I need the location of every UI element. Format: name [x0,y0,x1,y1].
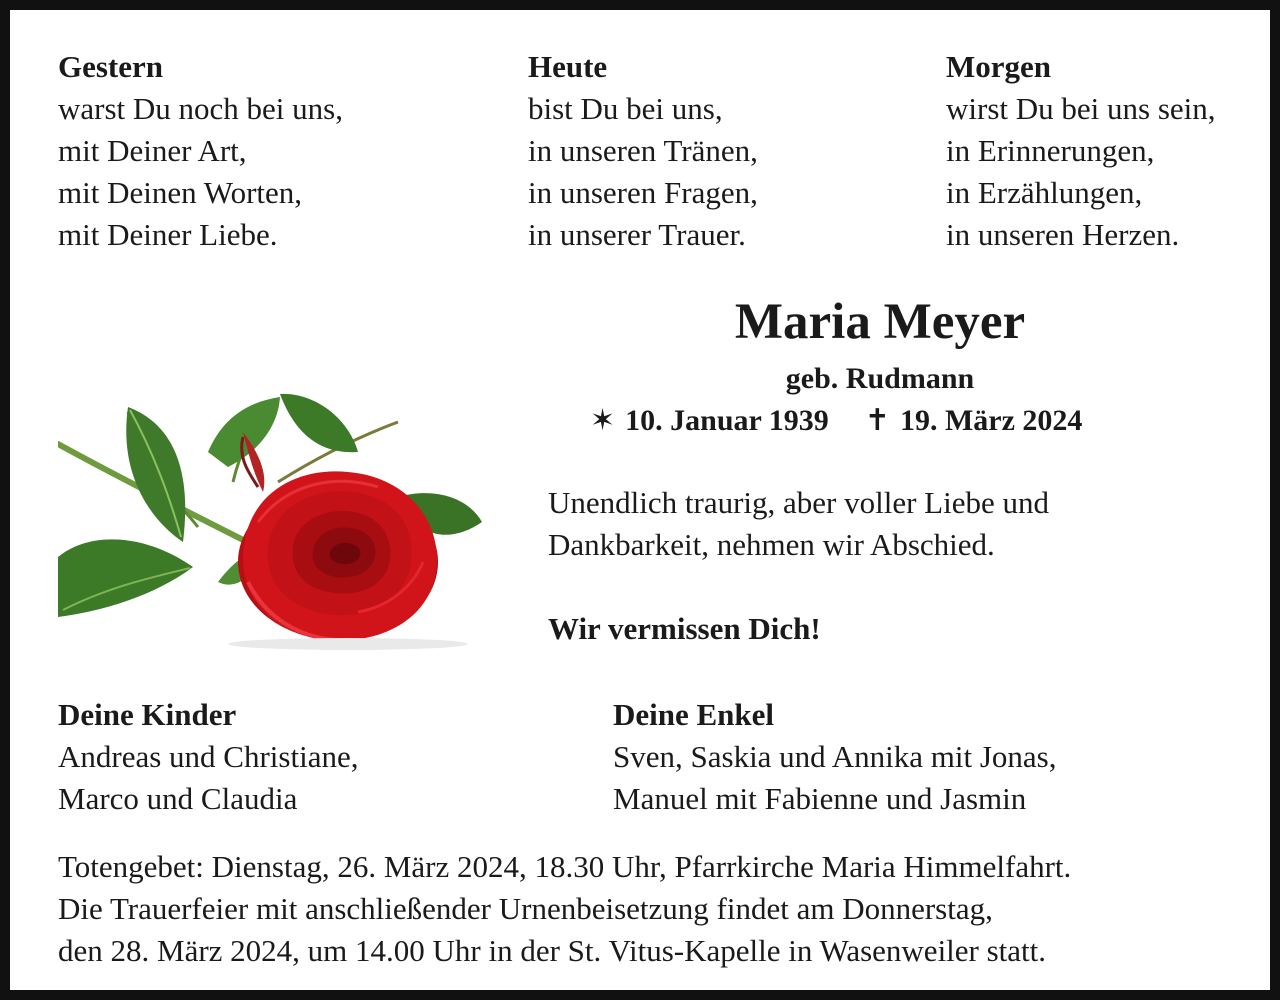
poem-column-morgen [946,46,1216,256]
poem-line: in Erinnerungen, [946,133,1155,168]
poem-column-gestern [58,46,343,256]
poem-line: mit Deiner Art, [58,133,247,168]
poem-line: in unseren Herzen. [946,217,1180,252]
service-info-line: den 28. März 2024, um 14.00 Uhr in der St. Vitus-Kapelle in Wasenweiler statt. [58,933,1047,968]
children-heading: Deine Kinder [58,697,237,732]
closing-line: Wir vermissen Dich! [548,611,821,646]
death-cross-icon: ✝ [864,404,890,437]
farewell-message-line: Unendlich traurig, aber voller Liebe und [548,485,1049,520]
poem-heading: Heute [528,49,608,84]
poem-line: wirst Du bei uns sein, [946,91,1216,126]
farewell-message-line: Dankbarkeit, nehmen wir Abschied. [548,527,995,562]
life-dates [590,402,1082,440]
death-date: 19. März 2024 [899,404,1083,437]
birth-star-icon: ✶ [590,404,616,437]
poem-heading: Gestern [58,49,164,84]
poem-line: mit Deinen Worten, [58,175,303,210]
poem-line: warst Du noch bei uns, [58,91,343,126]
poem-line: mit Deiner Liebe. [58,217,278,252]
grandchildren-heading: Deine Enkel [613,697,775,732]
deceased-name: Maria Meyer [734,294,1026,350]
grandchildren-line: Manuel mit Fabienne und Jasmin [613,781,1027,816]
children-line: Andreas und Christiane, [58,739,359,774]
poem-heading: Morgen [946,49,1052,84]
poem-column-heute [528,46,758,256]
poem-line: in unseren Tränen, [528,133,758,168]
red-rose-image [58,382,482,652]
birth-date: 10. Januar 1939 [625,404,829,437]
poem-line: bist Du bei uns, [528,91,723,126]
poem-line: in Erzählungen, [946,175,1143,210]
children-line: Marco und Claudia [58,781,298,816]
poem-line: in unseren Fragen, [528,175,758,210]
poem-line: in unserer Trauer. [528,217,746,252]
birth-name: geb. Rudmann [785,362,975,395]
service-info-line: Totengebet: Dienstag, 26. März 2024, 18.30 Uhr, Pfarrkirche Maria Himmelfahrt. [58,849,1072,884]
service-info-line: Die Trauerfeier mit anschließender Urnenbeisetzung findet am Donnerstag, [58,891,993,926]
grandchildren-line: Sven, Saskia und Annika mit Jonas, [613,739,1057,774]
